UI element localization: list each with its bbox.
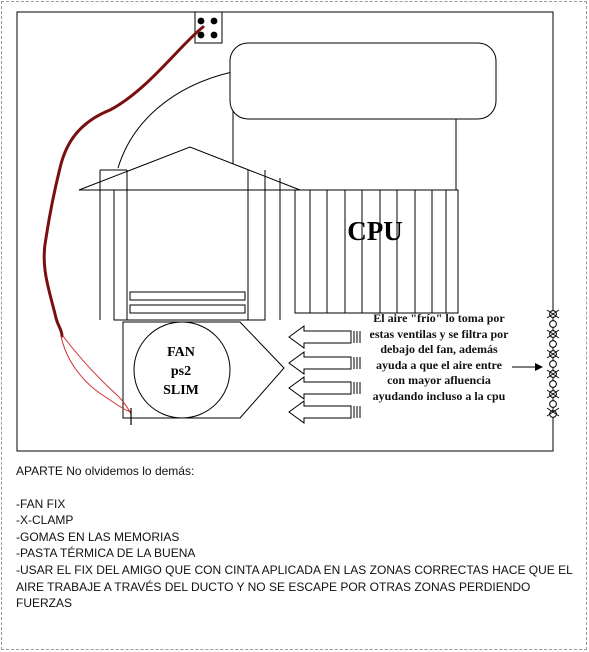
rounded-block [230, 43, 496, 119]
notes-list [16, 496, 576, 612]
notes-section [16, 463, 576, 612]
cpu-heatsink [295, 190, 458, 313]
intake-arrow [289, 377, 360, 399]
fan-label: FAN ps2 SLIM [163, 345, 199, 398]
list-item: -USAR EL FIX DEL AMIGO QUE CON CINTA APLICADA EN LAS ZONAS CORRECTAS HACE QUE EL AIRE TRABAJE A TRAVÉS DEL DUCTO Y NO SE ESCAPE POR OTRAS ZONAS PERDIENDO FUERZAS [16, 562, 573, 611]
intake-arrow [289, 401, 360, 423]
intake-arrow [289, 352, 360, 374]
vent-pointer-arrow [512, 363, 543, 371]
list-item: -PASTA TÉRMICA DE LA BUENA [16, 546, 196, 561]
list-item: -X-CLAMP [16, 513, 74, 528]
thin-wire [63, 336, 131, 414]
cpu-label: CPU [347, 216, 403, 246]
power-connector [195, 12, 222, 43]
list-item: -GOMAS EN LAS MEMORIAS [16, 529, 180, 544]
side-vents [547, 310, 559, 417]
notes-heading: APARTE No olvidemos lo demás: [16, 464, 195, 478]
intake-arrow [289, 326, 360, 348]
list-item: -FAN FIX [16, 496, 66, 511]
intake-arrows [289, 326, 360, 423]
air-intake-note: El aire "frío" lo toma por estas ventilas y se filtra por debajo del fan, además ayuda a que el aire entre con mayor afluencia ayudando incluso a la cpu [369, 311, 509, 403]
